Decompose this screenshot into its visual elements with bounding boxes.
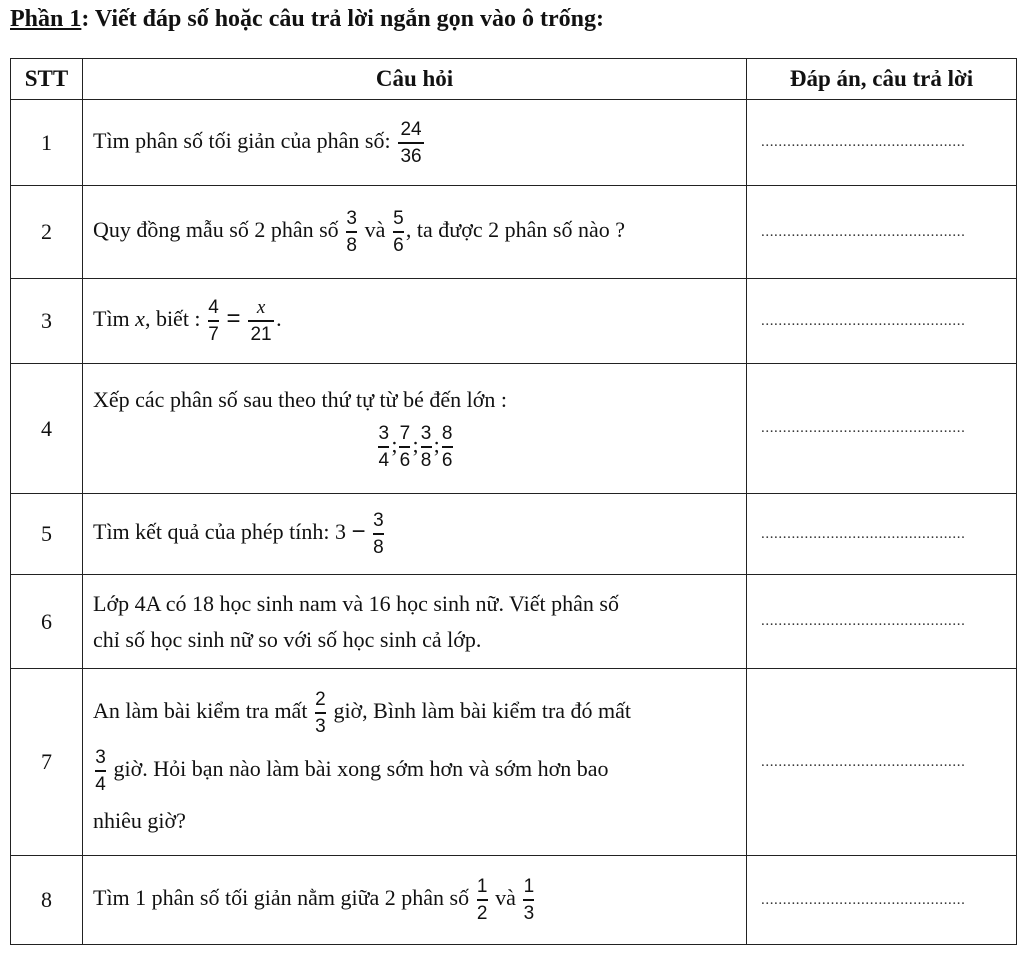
table-row: [11, 364, 1017, 494]
answer-cell[interactable]: [747, 494, 1017, 575]
question-text: Quy đồng mẫu số 2 phân số: [93, 217, 339, 243]
numerator: 3: [95, 748, 106, 772]
denominator: 3: [523, 903, 535, 924]
denominator: 21: [250, 324, 272, 345]
answer-blank: ...............................................: [761, 525, 966, 542]
fraction-list: [93, 424, 738, 470]
question-text: và: [364, 217, 386, 243]
header-answer: Đáp án, câu trả lời: [747, 59, 1017, 100]
table-row: [11, 186, 1017, 279]
variable-x: x: [135, 306, 145, 332]
fraction: [477, 877, 488, 923]
question-text: Lớp 4A có 18 học sinh nam và 16 học sinh nữ. Viết phân số: [93, 591, 619, 617]
answer-blank: ...............................................: [761, 891, 966, 908]
answer-blank: ...............................................: [761, 420, 966, 436]
answer-blank: ...............................................: [761, 312, 966, 329]
question-text: Xếp các phân số sau theo thứ tự từ bé đến lớn :: [93, 387, 507, 413]
row-number: 6: [11, 575, 83, 669]
fraction: [248, 298, 274, 344]
row-number: 7: [11, 669, 83, 856]
denominator: 6: [399, 449, 411, 471]
answer-blank: ...............................................: [761, 223, 966, 240]
separator: ;: [433, 431, 440, 457]
denominator: 6: [441, 449, 453, 471]
fraction: [373, 511, 384, 557]
fraction: [346, 209, 357, 255]
answer-blank: ...............................................: [761, 613, 966, 629]
table-row: [11, 100, 1017, 186]
numerator: 3: [373, 511, 384, 535]
row-number: 3: [11, 279, 83, 364]
denominator: 3: [315, 715, 326, 737]
numerator: 8: [442, 424, 453, 448]
numerator: 24: [398, 120, 424, 144]
question-text: , biết :: [144, 306, 201, 332]
header-question: Câu hỏi: [83, 59, 747, 100]
row-number: 8: [11, 856, 83, 945]
denominator: 36: [400, 145, 422, 167]
fraction: [208, 298, 219, 344]
answer-cell[interactable]: [747, 279, 1017, 364]
table-row: [11, 856, 1017, 945]
question-cell: [83, 279, 747, 364]
question-text: An làm bài kiểm tra mất: [93, 697, 308, 723]
answer-cell[interactable]: [747, 575, 1017, 669]
section-heading: [10, 6, 604, 33]
answer-cell[interactable]: [747, 364, 1017, 494]
section-label: Phần 1: [10, 6, 82, 32]
separator: ;: [412, 431, 419, 457]
numerator: x: [248, 298, 274, 322]
whole-number: 3: [334, 519, 346, 545]
question-text: giờ, Bình làm bài kiểm tra đó mất: [333, 697, 632, 723]
numerator: 3: [378, 424, 389, 448]
denominator: 6: [393, 235, 404, 256]
denominator: 4: [95, 773, 106, 795]
denominator: 8: [420, 449, 432, 471]
numerator: 1: [477, 877, 488, 901]
numerator: 3: [421, 424, 432, 448]
table-row: [11, 279, 1017, 364]
numerator: 5: [393, 209, 404, 233]
question-text: Tìm: [93, 306, 130, 332]
question-text: chỉ số học sinh nữ so với số học sinh cả lớp.: [93, 626, 482, 652]
question-text: Tìm phân số tối giản của phân số:: [93, 127, 391, 153]
numerator: 2: [315, 690, 326, 714]
denominator: 8: [346, 235, 357, 256]
row-number: 5: [11, 494, 83, 575]
table-row: [11, 575, 1017, 669]
question-text: , ta được 2 phân số nào ?: [405, 217, 625, 243]
row-number: 4: [11, 364, 83, 494]
fraction: [378, 424, 389, 470]
question-text: Tìm 1 phân số tối giản nằm giữa 2 phân số: [93, 885, 470, 911]
fraction: [421, 424, 432, 470]
numerator: 3: [346, 209, 357, 233]
question-cell: [83, 856, 747, 945]
separator: ;: [391, 431, 398, 457]
question-cell: [83, 186, 747, 279]
question-text: Tìm kết quả của phép tính:: [93, 519, 330, 545]
row-number: 1: [11, 100, 83, 186]
header-stt: STT: [11, 59, 83, 100]
minus-sign: −: [351, 518, 366, 546]
answer-blank: ...............................................: [761, 134, 966, 150]
section-instruction: : Viết đáp số hoặc câu trả lời ngắn gọn vào ô trống:: [81, 6, 605, 32]
question-cell: [83, 575, 747, 669]
question-cell: [83, 494, 747, 575]
row-number: 2: [11, 186, 83, 279]
numerator: 4: [208, 298, 219, 322]
question-table: [10, 58, 1017, 945]
question-cell: [83, 669, 747, 856]
question-text: .: [276, 306, 282, 332]
fraction: [95, 748, 106, 794]
table-header-row: [11, 59, 1017, 100]
fraction: [399, 424, 410, 470]
question-cell: [83, 364, 747, 494]
numerator: 1: [523, 877, 534, 901]
fraction: [398, 120, 424, 166]
answer-blank: ...............................................: [761, 753, 966, 770]
fraction: [315, 690, 326, 736]
answer-cell[interactable]: [747, 186, 1017, 279]
table-row: [11, 494, 1017, 575]
equals-sign: =: [226, 305, 241, 333]
question-text: và: [495, 885, 516, 911]
fraction: [393, 209, 404, 255]
question-text: nhiêu giờ?: [93, 807, 186, 833]
numerator: 7: [399, 424, 410, 448]
fraction: [523, 877, 534, 923]
answer-cell[interactable]: [747, 669, 1017, 856]
denominator: 4: [378, 449, 390, 471]
table-row: [11, 669, 1017, 856]
question-cell: [83, 100, 747, 186]
denominator: 2: [476, 903, 488, 924]
question-text: giờ. Hỏi bạn nào làm bài xong sớm hơn và sớm hơn bao: [113, 755, 609, 781]
answer-cell[interactable]: [747, 100, 1017, 186]
answer-cell[interactable]: [747, 856, 1017, 945]
denominator: 8: [373, 537, 384, 558]
fraction: [442, 424, 453, 470]
denominator: 7: [208, 324, 219, 345]
